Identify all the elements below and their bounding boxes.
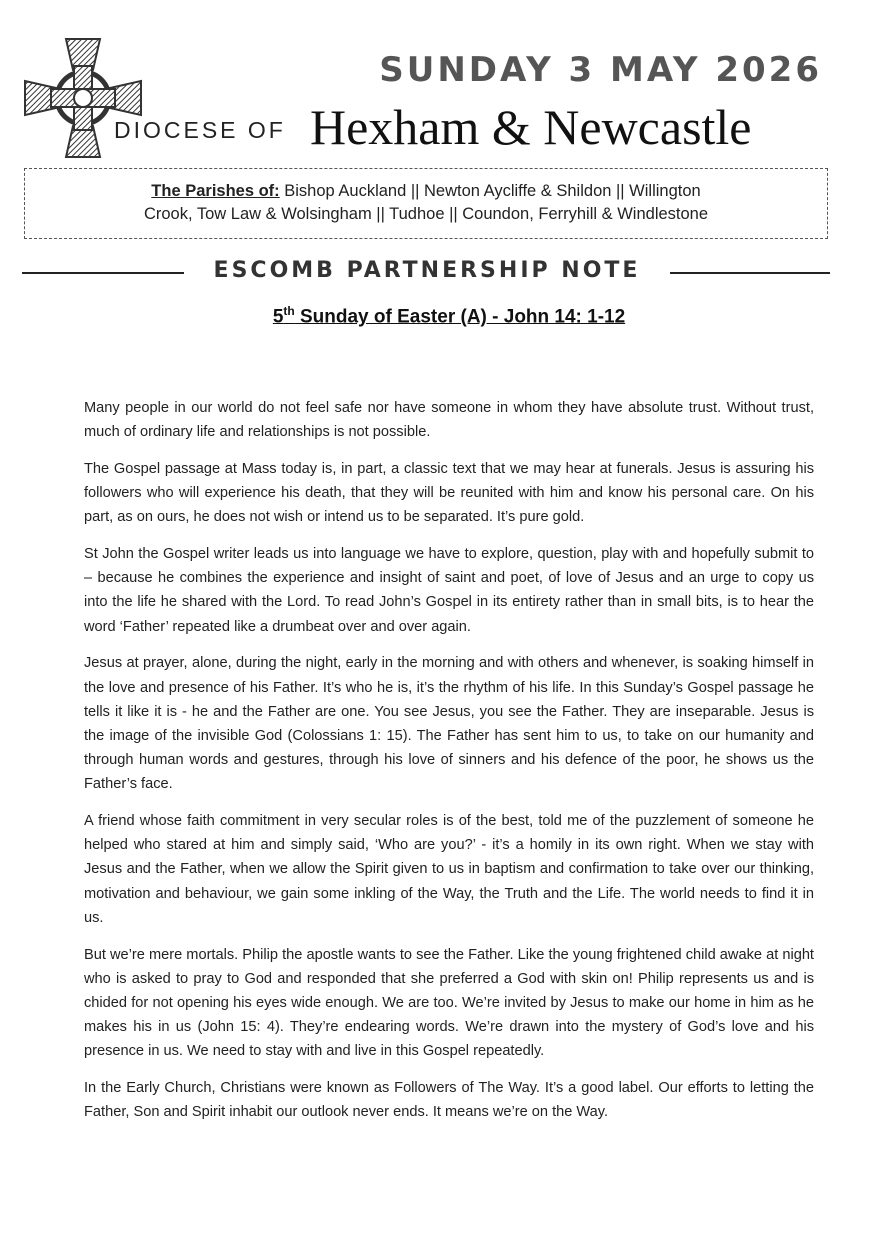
subtitle-text: Sunday of Easter (A) - John 14: 1-12: [294, 306, 626, 328]
sunday-number: 5: [272, 306, 284, 328]
left-divider: [22, 272, 184, 274]
parishes-box: [24, 168, 828, 239]
paragraph-2: The Gospel passage at Mass today is, in part, a classic text that we may hear at funerals. Jesus is assuring his followers who will experience his death, that they will be reunited with him and know his personal care. On his part, as on ours, he does not wish or intend us to be separated. It’s pure gold.: [84, 460, 814, 526]
sunday-date: SUNDAY 3 MAY 2026: [379, 50, 822, 90]
parishes-label: The Parishes of:: [151, 182, 280, 200]
section-title: ESCOMB PARTNERSHIP NOTE: [213, 258, 641, 283]
paragraph-5: A friend whose faith commitment in very secular roles is of the best, told me of the puzzlement of someone he helped who stared at him and simply said, ‘Who are you?’ - it’s a homily in its own right. When we stay with Jesus and the Father, when we allow the Spirit given to us in baptism and confirmation to take over our thinking, motivation and behaviour, we gain some inkling of the Way, the Truth and the Life. The world needs to find it in us.: [84, 813, 814, 926]
paragraph-4: Jesus at prayer, alone, during the night, early in the morning and with others and whenever, is soaking himself in the love and presence of his Father. It’s who he is, it’s the rhythm of his life. In this Sunday’s Gospel passage he tells it like it is - he and the Father are one. You see Jesus, you see the Father. They are inseparable. Jesus is the image of the invisible God (Colossians 1: 15). The Father has sent him to us, to take on our humanity and through human words and gestures, through his love of sinners and his defence of the poor, he shows us the Father’s face.: [84, 655, 814, 793]
paragraph-7: In the Early Church, Christians were known as Followers of The Way. It’s a good label. Our efforts to letting the Father, Son and Spirit inhabit our outlook never ends. It means we’re on the Way.: [84, 1080, 814, 1121]
diocese-prefix: DIOCESE OF: [114, 117, 286, 143]
parishes-line-1: [25, 180, 827, 203]
parishes-list-1: Bishop Auckland || Newton Aycliffe & Shildon || Willington: [279, 182, 701, 200]
paragraph-3: St John the Gospel writer leads us into language we have to explore, question, play with and hopefully submit to – because he combines the experience and insight of saint and poet, of love of Jesus and an urge to copy us into the life he shared with the Lord. To read John’s Gospel in its entirety rather than in small bits, is to hear the word ‘Father’ repeated like a drumbeat over and over again.: [84, 546, 814, 635]
note-subtitle: [0, 304, 874, 328]
paragraph-1: Many people in our world do not feel safe nor have someone in whom they have absolute trust. Without trust, much of ordinary life and relationships is not possible.: [84, 400, 814, 441]
note-body: [84, 396, 814, 1137]
parishes-line-2: Crook, Tow Law & Wolsingham || Tudhoe || Coundon, Ferryhill & Windlestone: [143, 205, 709, 223]
paragraph-6: But we’re mere mortals. Philip the apostle wants to see the Father. Like the young frightened child awake at night who is asked to pray to God and responded that she preferred a God with skin on! Philip represents us and is chided for not opening his eyes wide enough. We are too. We’re invited by Jesus to make our home in him as he makes his in us (John 15: 4). They’re endearing words. We’re drawn into the mystery of God’s love and his presence in us. We need to stay with and live in this Gospel repeatedly.: [84, 946, 814, 1060]
ordinal-suffix: th: [283, 304, 295, 318]
diocese-name: Hexham & Newcastle: [310, 99, 752, 155]
right-divider: [670, 272, 830, 274]
